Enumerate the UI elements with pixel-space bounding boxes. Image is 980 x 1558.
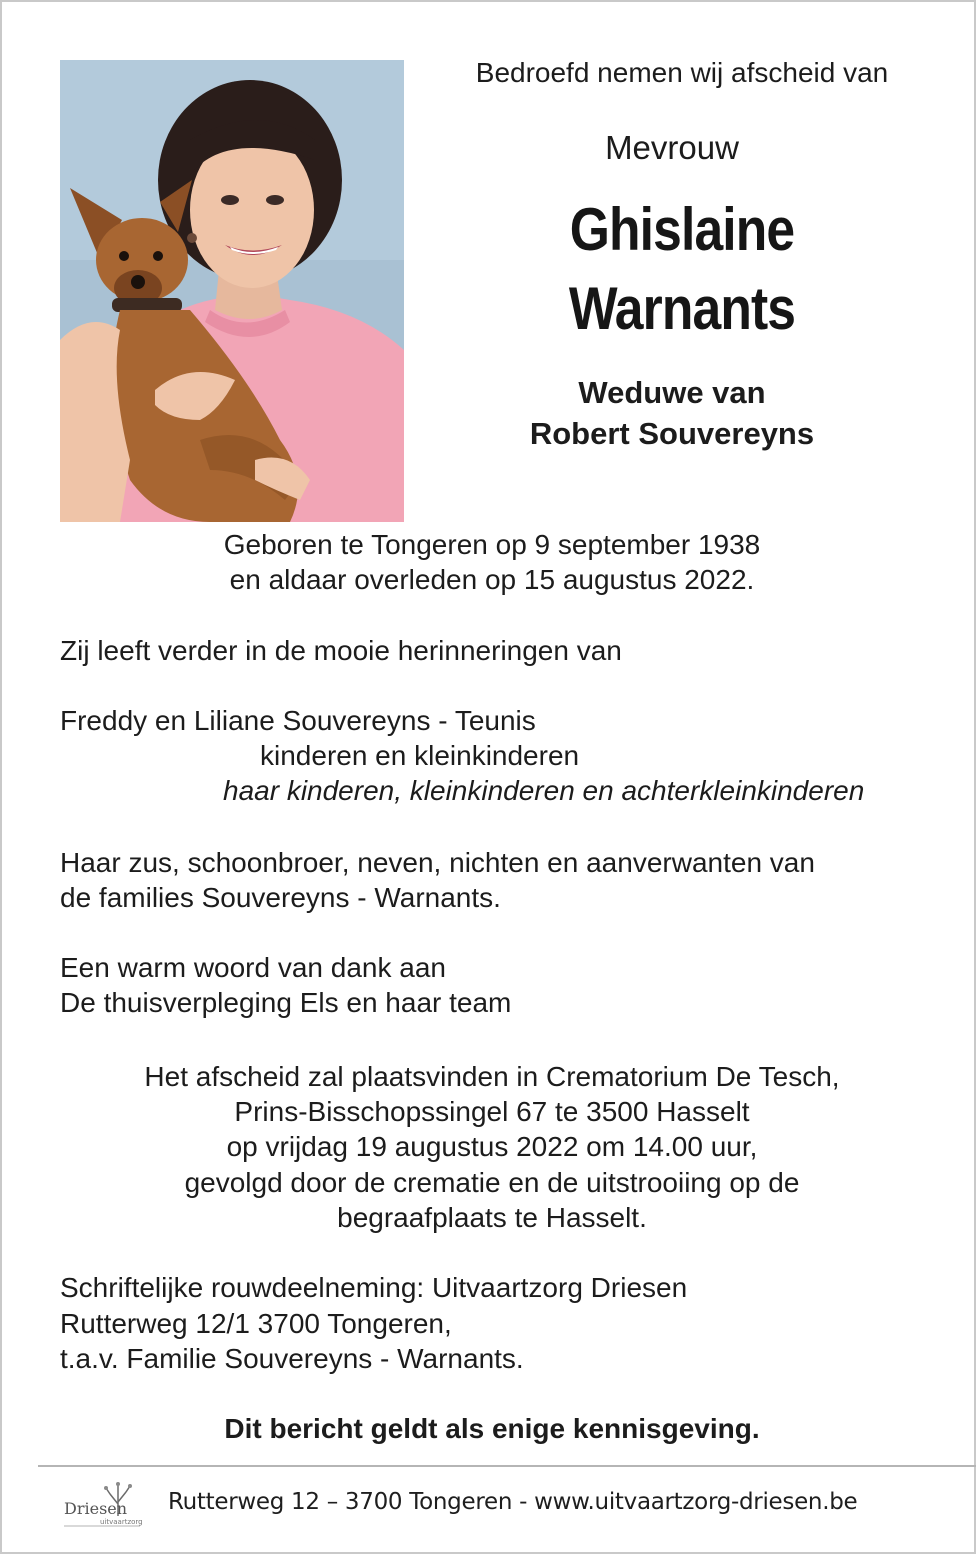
farewell-line-3: op vrijdag 19 augustus 2022 om 14.00 uur, [226,1131,758,1162]
memories-intro: Zij leeft verder in de mooie herinneringen van [60,635,622,666]
widow-label: Weduwe van [578,375,766,410]
birth-line: Geboren te Tongeren op 9 september 1938 [223,529,761,560]
honorific: Mevrouw [605,129,739,166]
condolence-line-3: t.a.v. Familie Souvereyns - Warnants. [60,1343,524,1374]
logo-subtext: uitvaartzorg [100,1518,143,1526]
family-descendants: haar kinderen, kleinkinderen en achterkleinkinderen [223,775,865,806]
footer-address: Rutterweg 12 – 3700 Tongeren - www.uitvaartzorg-driesen.be [168,1489,858,1515]
footer-divider [38,1465,976,1467]
portrait-photo [60,60,404,522]
family-children-sub: kinderen en kleinkinderen [260,740,580,771]
intro-line: Bedroefd nemen wij afscheid van [475,57,889,88]
deceased-last-name: Warnants [568,275,796,342]
relatives-line-1: Haar zus, schoonbroer, neven, nichten en aanverwanten van [60,847,815,878]
family-children: Freddy en Liliane Souvereyns - Teunis [60,705,536,736]
farewell-line-1: Het afscheid zal plaatsvinden in Crematorium De Tesch, [144,1061,840,1092]
farewell-line-4: gevolgd door de crematie en de uitstrooiing op de [184,1167,800,1198]
funeral-home-logo [60,1476,146,1534]
death-line: en aldaar overleden op 15 augustus 2022. [229,564,755,595]
farewell-line-5: begraafplaats te Hasselt. [337,1202,647,1233]
relatives-line-2: de families Souvereyns - Warnants. [60,882,501,913]
closing-statement: Dit bericht geldt als enige kennisgeving. [224,1413,760,1444]
tree-logo-icon [60,1476,146,1534]
spouse-name: Robert Souvereyns [529,416,815,451]
farewell-line-2: Prins-Bisschopssingel 67 te 3500 Hasselt [234,1096,750,1127]
logo-wordmark: Driesen [64,1499,128,1518]
deceased-first-name: Ghislaine [569,196,795,263]
condolence-line-1: Schriftelijke rouwdeelneming: Uitvaartzorg Driesen [60,1272,688,1303]
thanks-line-1: Een warm woord van dank aan [60,952,446,983]
thanks-line-2: De thuisverpleging Els en haar team [60,987,512,1018]
condolence-line-2: Rutterweg 12/1 3700 Tongeren, [60,1308,452,1339]
portrait-illustration [60,60,404,522]
